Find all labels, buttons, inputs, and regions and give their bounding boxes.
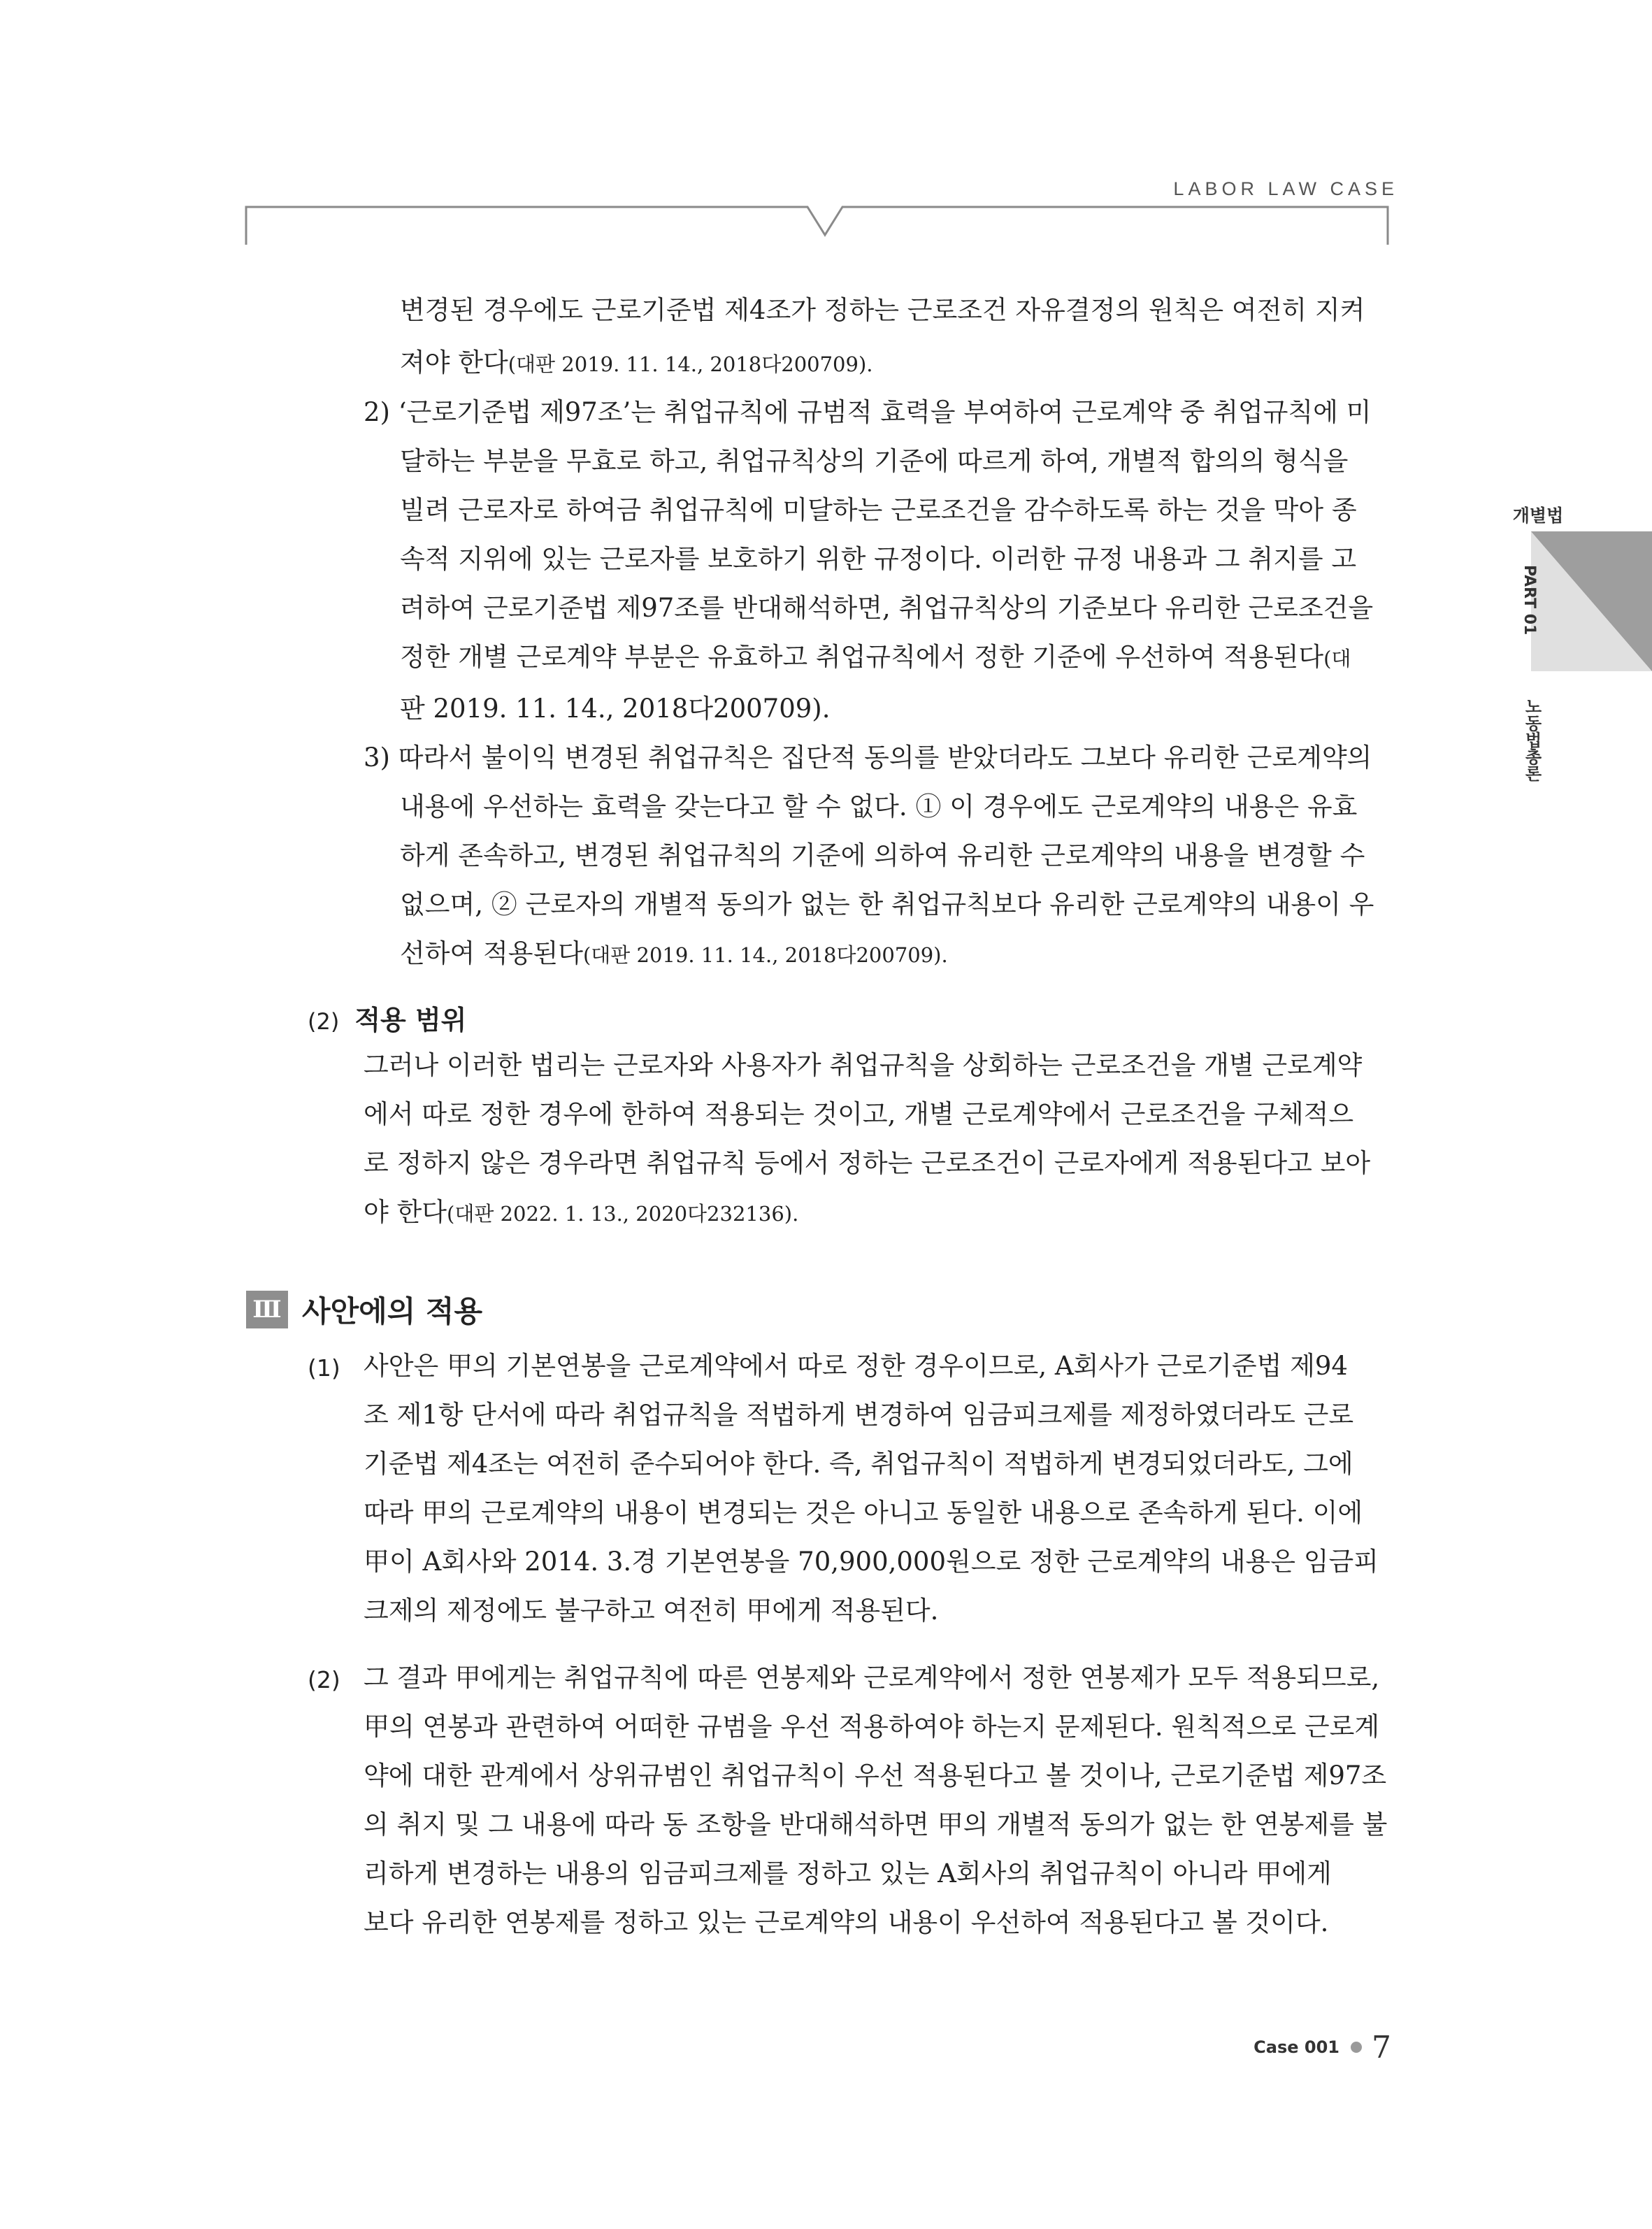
body-line: 달하는 부분을 무효로 하고, 취업규칙상의 기준에 따르게 하여, 개별적 합의의 형식을 [400, 446, 1349, 476]
side-tab-part: PART 01 [1521, 565, 1538, 636]
case-citation: (대판 2019. 11. 14., 2018다200709). [508, 352, 873, 376]
section-title: 사안에의 적용 [302, 1294, 483, 1328]
body-line: 선하여 적용된다(대판 2019. 11. 14., 2018다200709). [400, 938, 948, 968]
item-number: (1) [308, 1354, 340, 1382]
body-line: 로 정하지 않은 경우라면 취업규칙 등에서 정하는 근로조건이 근로자에게 적용된다고 보아 [364, 1148, 1371, 1178]
body-line: 없으며, ② 근로자의 개별적 동의가 없는 한 취업규칙보다 유리한 근로계약의 내용이 우 [400, 889, 1374, 919]
subheading-scope: (2) 적용 범위 [308, 1005, 467, 1035]
body-line: 조 제1항 단서에 따라 취업규칙을 적법하게 변경하여 임금피크제를 제정하였더라도 근로 [364, 1400, 1354, 1430]
body-line: 야 한다(대판 2022. 1. 13., 2020다232136). [364, 1197, 799, 1227]
body-line: 사안은 甲의 기본연봉을 근로계약에서 따로 정한 경우이므로, A회사가 근로기준법 제94 [364, 1351, 1348, 1381]
item-number: (2) [308, 1666, 340, 1693]
body-line: 려하여 근로기준법 제97조를 반대해석하면, 취업규칙상의 기준보다 유리한 근로조건을 [400, 593, 1374, 623]
body-line: 크제의 제정에도 불구하고 여전히 甲에게 적용된다. [364, 1596, 939, 1626]
case-citation: (대판 2019. 11. 14., 2018다200709). [582, 943, 948, 967]
body-line: 의 취지 및 그 내용에 따라 동 조항을 반대해석하면 甲의 개별적 동의가 없는 한 연봉제를 불 [364, 1809, 1388, 1840]
header-rule [0, 0, 1652, 252]
body-line: 하게 존속하고, 변경된 취업규칙의 기준에 의하여 유리한 근로계약의 내용을 변경할 수 [400, 840, 1365, 870]
side-tab-chapter: 노동법총론 [1522, 698, 1542, 782]
body-line: 그 결과 甲에게는 취업규칙에 따른 연봉제와 근로계약에서 정한 연봉제가 모두 적용되므로, [364, 1663, 1380, 1693]
page-number: 7 [1372, 2029, 1391, 2065]
footer-dot-icon [1351, 2042, 1362, 2053]
body-line: 속적 지위에 있는 근로자를 보호하기 위한 규정이다. 이러한 규정 내용과 그 취지를 고 [400, 544, 1357, 574]
case-citation: (대판 2022. 1. 13., 2020다232136). [447, 1202, 799, 1226]
body-line: 따라 甲의 근로계약의 내용이 변경되는 것은 아니고 동일한 내용으로 존속하게 된다. 이에 [364, 1498, 1363, 1528]
body-line: 리하게 변경하는 내용의 임금피크제를 정하고 있는 A회사의 취업규칙이 아니라 甲에게 [364, 1858, 1332, 1888]
body-line: 변경된 경우에도 근로기준법 제4조가 정하는 근로조건 자유결정의 원칙은 여전히 지켜 [400, 295, 1365, 325]
case-citation: (대 [1323, 647, 1351, 671]
body-line: 정한 개별 근로계약 부분은 유효하고 취업규칙에서 정한 기준에 우선하여 적용된다(대 [400, 642, 1351, 672]
body-line: 甲의 연봉과 관련하여 어떠한 규범을 우선 적용하여야 하는지 문제된다. 원칙적으로 근로계 [364, 1712, 1380, 1742]
side-tab-triangles [1489, 503, 1652, 923]
body-line: 에서 따로 정한 경우에 한하여 적용되는 것이고, 개별 근로계약에서 근로조건을 구체적으 [364, 1099, 1354, 1129]
body-line: 약에 대한 관계에서 상위규범인 취업규칙이 우선 적용된다고 볼 것이나, 근로기준법 제97조 [364, 1761, 1387, 1791]
footer-case-label: Case 001 [1254, 2037, 1339, 2057]
body-line: 기준법 제4조는 여전히 준수되어야 한다. 즉, 취업규칙이 적법하게 변경되었더라도, 그에 [364, 1449, 1353, 1479]
body-line: 져야 한다(대판 2019. 11. 14., 2018다200709). [400, 347, 873, 378]
body-line: 내용에 우선하는 효력을 갖는다고 할 수 없다. ① 이 경우에도 근로계약의 내용은 유효 [400, 791, 1358, 822]
body-line: 甲이 A회사와 2014. 3.경 기본연봉을 70,900,000원으로 정한 근로계약의 내용은 임금피 [364, 1547, 1379, 1577]
list-item-3: 3) 따라서 불이익 변경된 취업규칙은 집단적 동의를 받았더라도 그보다 유리한 근로계약의 [364, 743, 1372, 773]
running-header-title: LABOR LAW CASE [1173, 178, 1398, 199]
body-line: 보다 유리한 연봉제를 정하고 있는 근로계약의 내용이 우선하여 적용된다고 볼 것이다. [364, 1907, 1329, 1937]
page-footer [1188, 2030, 1391, 2065]
case-citation: 판 2019. 11. 14., 2018다200709). [400, 694, 831, 724]
side-tab-label: 개별법 [1512, 506, 1564, 526]
body-line: 그러나 이러한 법리는 근로자와 사용자가 취업규칙을 상회하는 근로조건을 개별 근로계약 [364, 1050, 1363, 1080]
section-heading [246, 1289, 482, 1331]
body-line: 빌려 근로자로 하여금 취업규칙에 미달하는 근로조건을 감수하도록 하는 것을 막아 종 [400, 495, 1357, 525]
list-item-2: 2) ‘근로기준법 제97조’는 취업규칙에 규범적 효력을 부여하여 근로계약 중 취업규칙에 미 [364, 397, 1372, 427]
section-number-badge: Ⅲ [246, 1291, 288, 1328]
